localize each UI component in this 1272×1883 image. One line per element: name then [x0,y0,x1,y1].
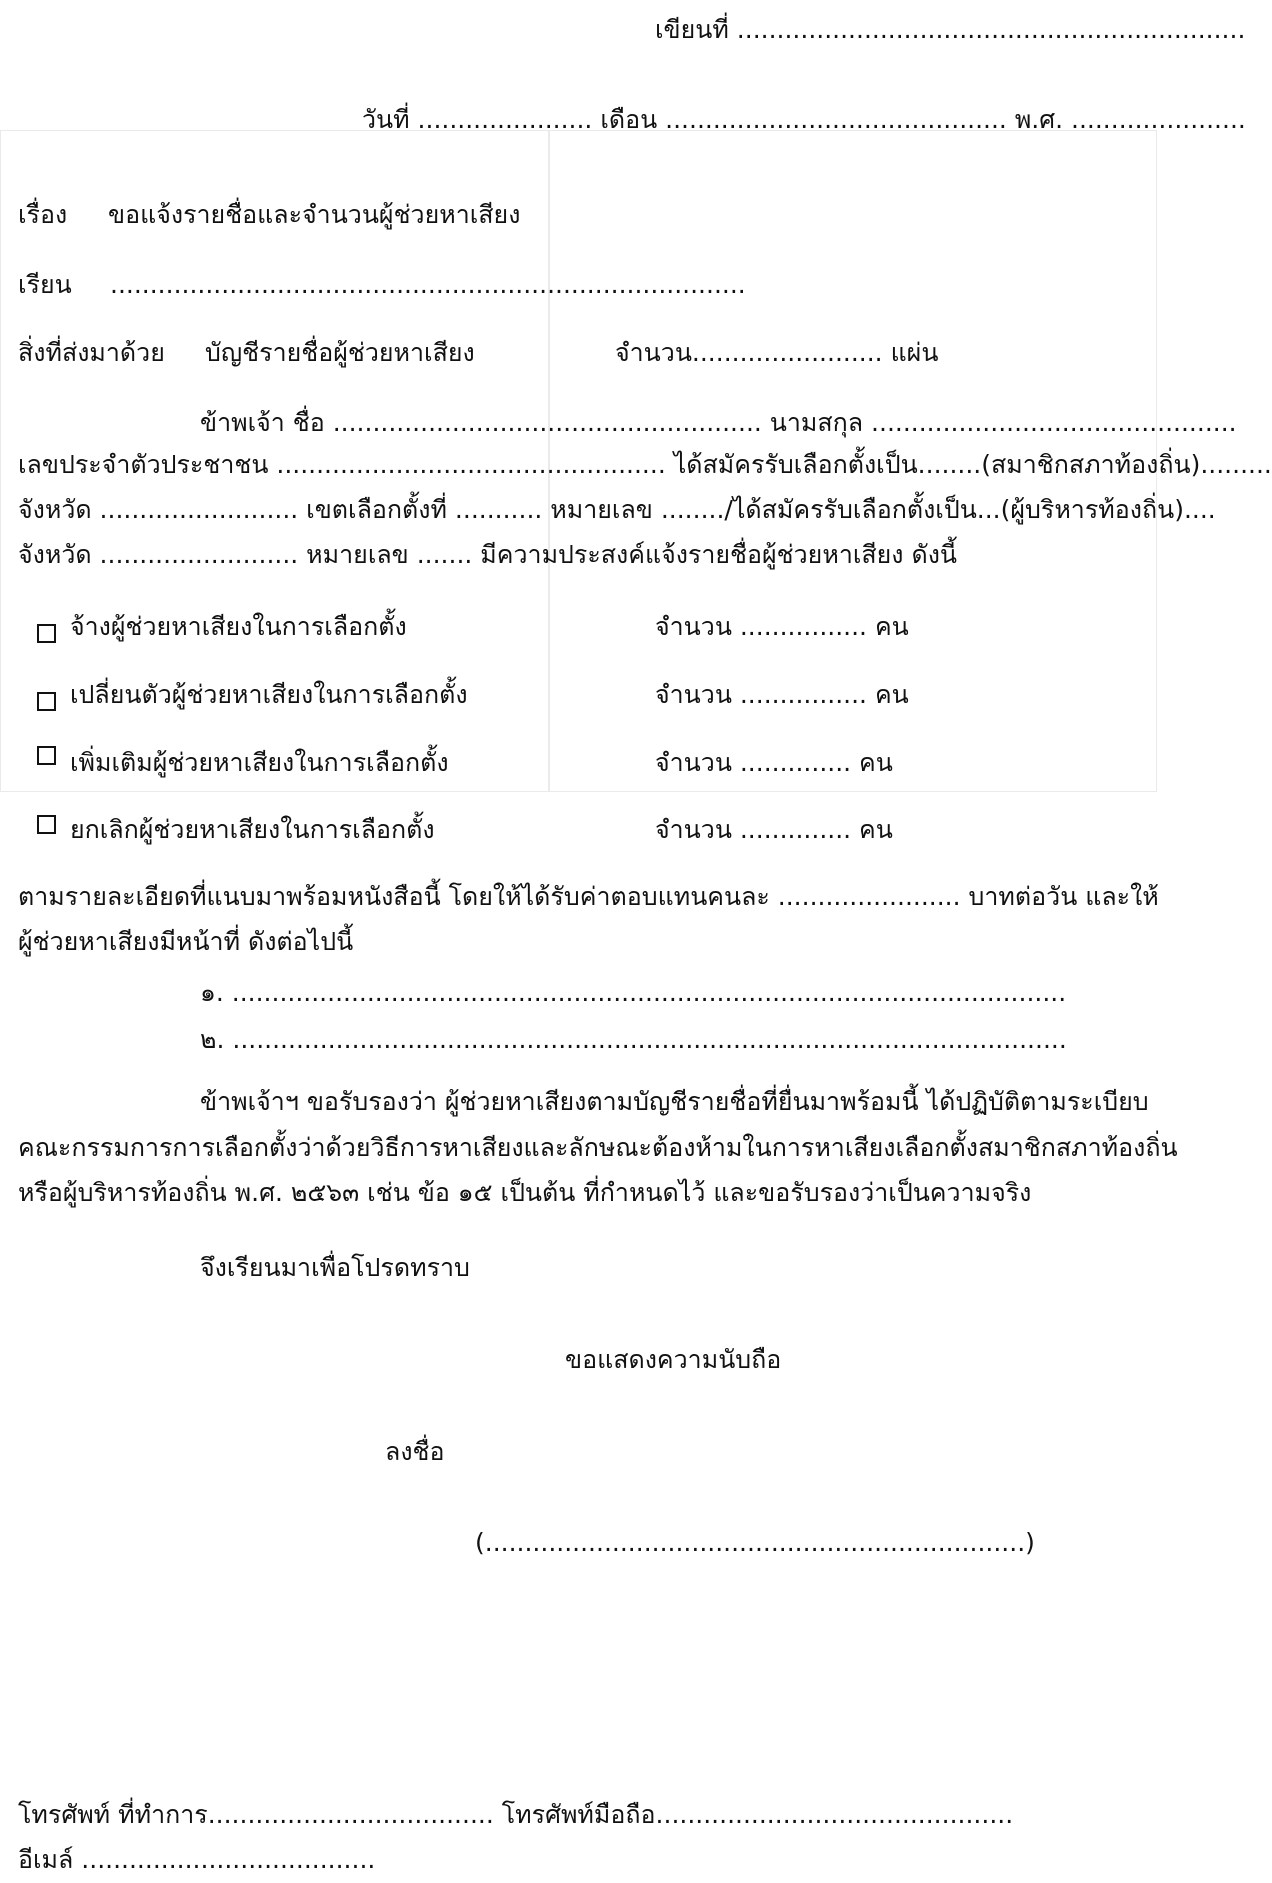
inform-line: จึงเรียนมาเพื่อโปรดทราบ [200,1253,470,1282]
enclosure-label: สิ่งที่ส่งมาด้วย [18,338,165,367]
national-id-line: เลขประจำตัวประชาชน ................................................. ได้สมัครรับเลือกตั้งเป็น........(สมาชิกสภาท้องถิ่น)......... [18,450,1272,479]
certification-line-1: ข้าพเจ้าฯ ขอรับรองว่า ผู้ช่วยหาเสียงตามบัญชีรายชื่อที่ยื่นมาพร้อมนี้ ได้ปฏิบัติตามระเบียบ [200,1087,1149,1116]
certification-line-3: หรือผู้บริหารท้องถิ่น พ.ศ. ๒๕๖๓ เช่น ข้อ ๑๕ เป็นต้น ที่กำหนดไว้ และขอรับรองว่าเป็นความจริง [18,1178,1032,1207]
subject-label: เรื่อง [18,200,68,229]
certification-line-2: คณะกรรมการการเลือกตั้งว่าด้วยวิธีการหาเสียงและลักษณะต้องห้ามในการหาเสียงเลือกตั้งสมาชิกสภาท้องถิ่น [18,1133,1178,1162]
email-line: อีเมล์ ..................................... [18,1845,376,1874]
to-label: เรียน [18,270,72,299]
option-hire-count: จำนวน ................ คน [655,612,909,641]
district-line: จังหวัด ......................... เขตเลือกตั้งที่ ........... หมายเลข ......../ได้สมัครรับเลือกตั้งเป็น...(ผู้บริหารท้องถิ่น).... [18,495,1216,524]
phone-line: โทรศัพท์ ที่ทำการ.................................... โทรศัพท์มือถือ............................................. [18,1800,1014,1829]
compensation-line: ตามรายละเอียดที่แนบมาพร้อมหนังสือนี้ โดยให้ได้รับค่าตอบแทนคนละ ....................... บาทต่อวัน และให้ [18,882,1159,911]
signature-label: ลงชื่อ [385,1437,445,1466]
add-checkbox[interactable] [37,746,56,765]
duties-intro-line: ผู้ช่วยหาเสียงมีหน้าที่ ดังต่อไปนี้ [18,927,354,956]
option-cancel-count: จำนวน .............. คน [655,815,893,844]
duty-2-line: ๒. ......................................................................................................... [200,1025,1067,1054]
cancel-checkbox[interactable] [37,815,56,834]
option-replace-count: จำนวน ................ คน [655,680,909,709]
enclosure-text: บัญชีรายชื่อผู้ช่วยหาเสียง [205,338,475,367]
regards-line: ขอแสดงความนับถือ [565,1345,782,1374]
enclosure-count: จำนวน........................ แผ่น [615,338,939,367]
province-line: จังหวัด ......................... หมายเลข ....... มีความประสงค์แจ้งรายชื่อผู้ช่วยหาเสียง ดังนี้ [18,540,957,569]
option-replace-label: เปลี่ยนตัวผู้ช่วยหาเสียงในการเลือกตั้ง [70,680,468,709]
written-at-line: เขียนที่ ................................................................ [655,15,1246,44]
option-cancel-label: ยกเลิกผู้ช่วยหาเสียงในการเลือกตั้ง [70,815,435,844]
duty-1-line: ๑. ......................................................................................................... [200,978,1067,1007]
hire-checkbox[interactable] [37,624,56,643]
signatory-name-blank: (....................................................................) [475,1528,1035,1557]
option-add-label: เพิ่มเติมผู้ช่วยหาเสียงในการเลือกตั้ง [70,748,449,777]
applicant-name-line: ข้าพเจ้า ชื่อ ...................................................... นามสกุล .............................................. [200,408,1237,437]
to-blank: ................................................................................ [110,270,746,299]
date-line: วันที่ ...................... เดือน ........................................... พ.ศ. ...................... [362,105,1246,134]
subject-text: ขอแจ้งรายชื่อและจำนวนผู้ช่วยหาเสียง [108,200,521,229]
replace-checkbox[interactable] [37,692,56,711]
option-hire-label: จ้างผู้ช่วยหาเสียงในการเลือกตั้ง [70,612,407,641]
option-add-count: จำนวน .............. คน [655,748,893,777]
